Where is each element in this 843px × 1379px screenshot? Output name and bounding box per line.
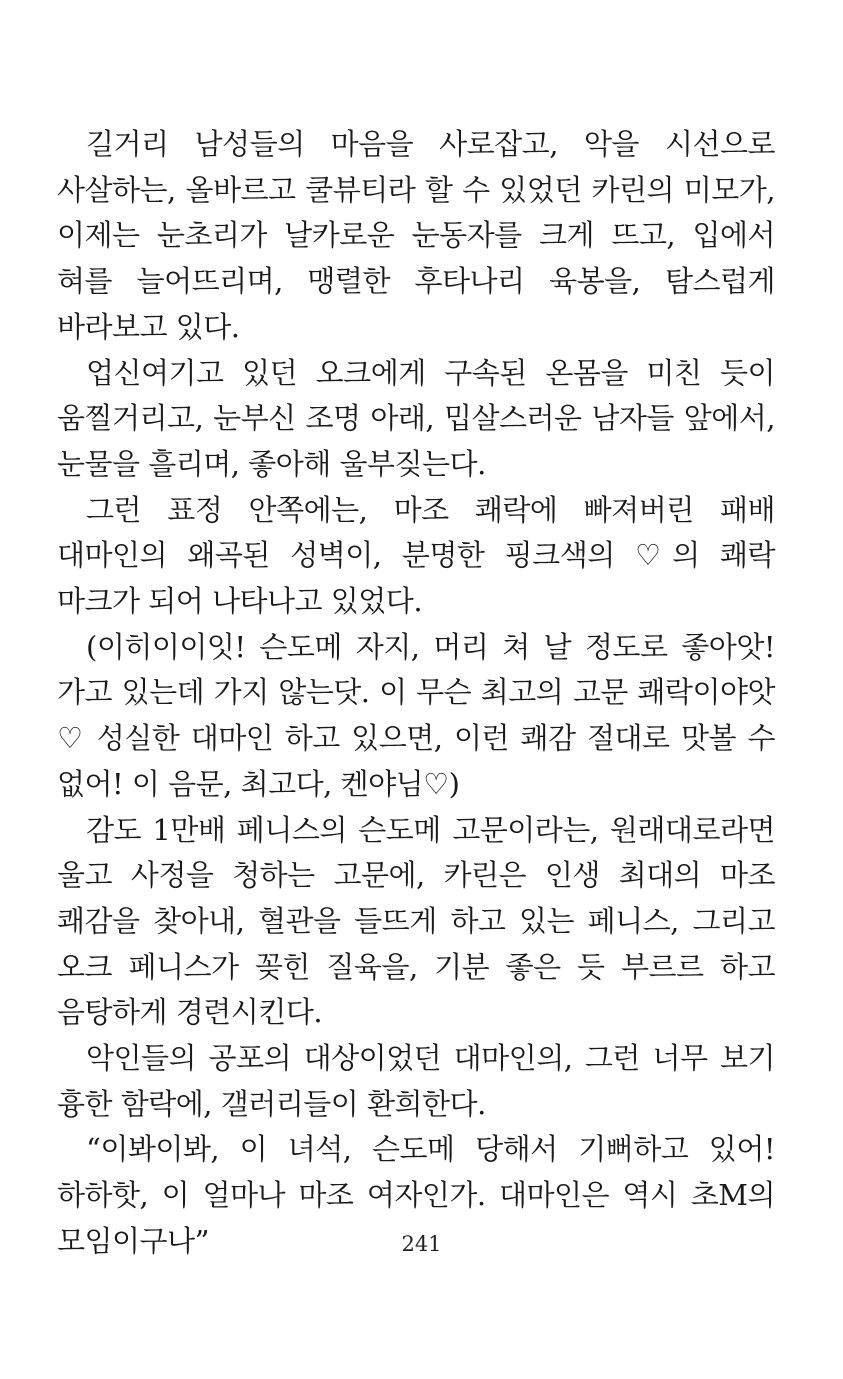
paragraph: 감도 1만배 페니스의 슨도메 고문이라는, 원래대로라면 울고 사정을 청하는 고문에, 카린은 인생 최대의 마조 쾌감을 찾아내, 혈관을 들뜨게 하고 있는 페니스, 그리고 오크 페니스가 꽂힌 질육을, 기분 좋은 듯 부르르 하고 음탕하게 경련시킨다. <box>57 812 775 1030</box>
paragraph: 그런 표정 안쪽에는, 마조 쾌락에 빠져버린 패배 대마인의 왜곡된 성벽이, 분명한 핑크색의 ♡의 쾌락 마크가 되어 나타나고 있었다. <box>57 492 775 619</box>
body-text <box>57 122 775 1265</box>
paragraph: 업신여기고 있던 오크에게 구속된 온몸을 미친 듯이 움찔거리고, 눈부신 조명 아래, 밉살스러운 남자들 앞에서, 눈물을 흘리며, 좋아해 울부짖는다. <box>57 355 775 481</box>
paragraph: (이히이이잇! 슨도메 자지, 머리 쳐 날 정도로 좋아앗! 가고 있는데 가지 않는닷. 이 무슨 최고의 고문 쾌락이야앗♡ 성실한 대마인 하고 있으면, 이런 쾌감 절대로 맛볼 수 없어! 이 음문, 최고다, 켄야님♡) <box>57 629 775 801</box>
paragraph: 악인들의 공포의 대상이었던 대마인의, 그런 너무 보기 흉한 함락에, 갤러리들이 환희한다. <box>57 1041 775 1121</box>
page-number: 241 <box>401 1232 442 1256</box>
paragraph: 길거리 남성들의 마음을 사로잡고, 악을 시선으로 사살하는, 올바르고 쿨뷰티라 할 수 있었던 카린의 미모가, 이제는 눈초리가 날카로운 눈동자를 크게 뜨고, 입에서 혀를 늘어뜨리며, 맹렬한 후타나리 육봉을, 탐스럽게 바라보고 있다. <box>57 127 775 344</box>
paragraph: “이봐이봐, 이 녀석, 슨도메 당해서 기뻐하고 있어! 하하핫, 이 얼마나 마조 여자인가. 대마인은 역시 초M의 모임이구나” <box>57 1132 775 1258</box>
